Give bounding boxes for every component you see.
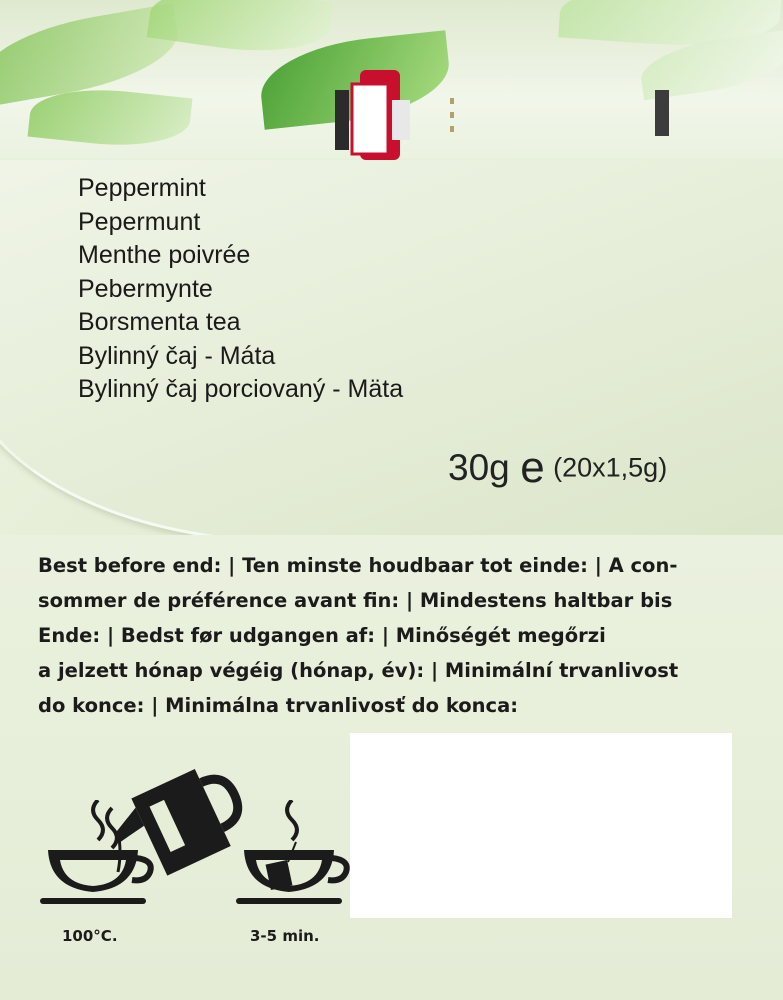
product-name-en: Peppermint — [78, 174, 206, 202]
product-name-nl: Pepermunt — [78, 207, 201, 236]
estimated-sign: e — [520, 443, 545, 492]
teacup-teabag-icon — [236, 800, 356, 910]
best-before-line: a jelzett hónap végéig (hónap, év): | Minimální trvanlivost — [38, 659, 679, 682]
product-name-hu: Borsmenta tea — [78, 308, 241, 336]
product-name-da: Pebermynte — [78, 274, 213, 303]
brew-time: 3-5 min. — [250, 927, 320, 945]
brew-temperature: 100°C. — [62, 927, 118, 945]
best-before-line: do konce: | Minimálna trvanlivosť do konca: — [38, 694, 519, 717]
pack-detail: (20x1,5g) — [553, 452, 668, 483]
product-name-fr: Menthe poivrée — [78, 241, 251, 269]
brand-logo — [330, 60, 710, 160]
leaf-banner — [0, 0, 783, 160]
best-before-line: sommer de préférence avant fin: | Mindestens haltbar bis — [38, 589, 673, 612]
product-names — [78, 172, 403, 407]
weight-amount: 30g — [448, 447, 510, 488]
date-print-area — [350, 733, 732, 918]
product-name-sk: Bylinný čaj porciovaný - Mäta — [78, 375, 404, 403]
best-before-text — [38, 548, 758, 723]
best-before-line: Ende: | Bedst før udgangen af: | Minőségét megőrzi — [38, 624, 606, 647]
best-before-line: Best before end: | Ten minste houdbaar tot einde: | A con- — [38, 554, 678, 577]
product-name-cz: Bylinný čaj - Máta — [78, 341, 276, 370]
kettle-pour-icon — [100, 760, 250, 890]
net-weight — [448, 443, 667, 493]
